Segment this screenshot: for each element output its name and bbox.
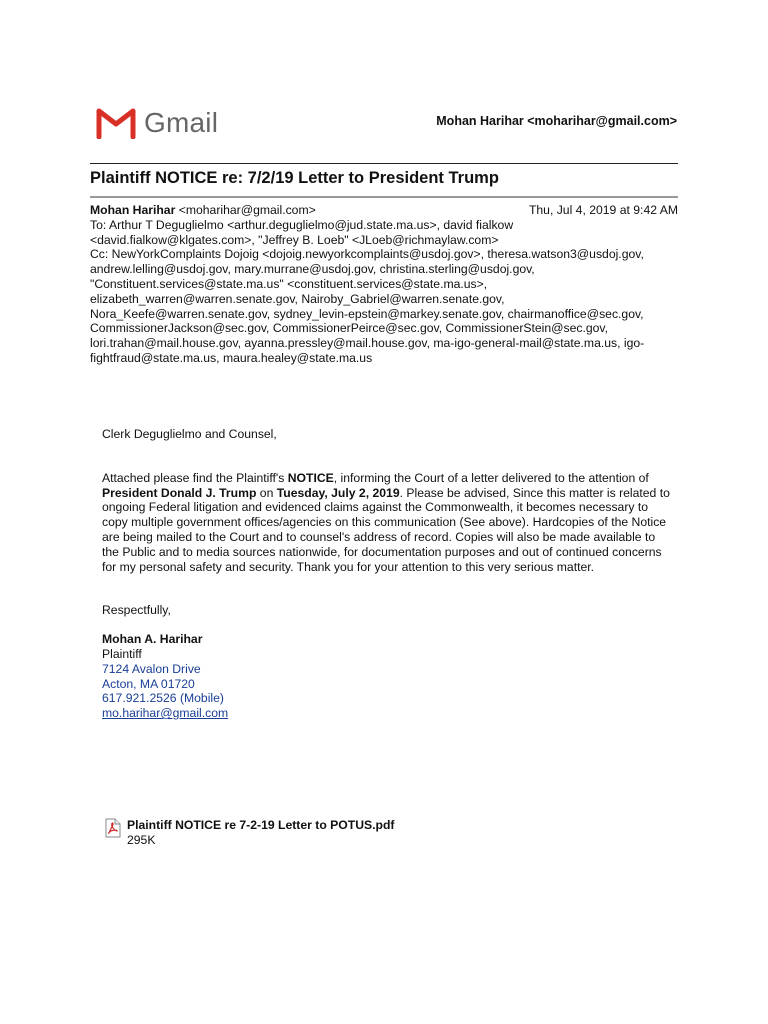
signature-block: [102, 632, 672, 721]
sender-email: <moharihar@gmail.com>: [175, 203, 316, 217]
divider: [90, 196, 678, 198]
signature-email-link[interactable]: mo.harihar@gmail.com: [102, 706, 229, 721]
recipient-line: Cc: NewYorkComplaints Dojoig <dojoig.newyorkcomplaints@usdoj.gov>, theresa.watson3@usdoj.gov,: [90, 247, 644, 262]
divider: [90, 163, 678, 164]
recipient-line: "Constituent.services@state.ma.us" <constituent.services@state.ma.us>,: [90, 276, 488, 291]
recipient-line: elizabeth_warren@warren.senate.gov, Nairoby_Gabriel@warren.senate.gov,: [90, 291, 505, 306]
recipient-line: fightfraud@state.ma.us, maura.healey@state.ma.us: [90, 350, 373, 365]
signature-phone: 617.921.2526 (Mobile): [102, 691, 224, 706]
signature-address-line: Acton, MA 01720: [102, 676, 195, 691]
gmail-envelope-icon: [96, 107, 136, 139]
recipient-line: CommissionerJackson@sec.gov, CommissionerPeirce@sec.gov, CommissionerStein@sec.gov,: [90, 321, 609, 336]
closing: Respectfully,: [102, 603, 171, 618]
date-emphasis: Tuesday, July 2, 2019: [276, 485, 400, 500]
recipient-line: <david.fialkow@klgates.com>, "Jeffrey B. Loeb" <JLoeb@richmaylaw.com>: [90, 232, 499, 247]
recipient-line: To: Arthur T Deguglielmo <arthur.deguglielmo@jud.state.ma.us>, david fialkow: [90, 217, 514, 232]
greeting: Clerk Deguglielmo and Counsel,: [102, 427, 277, 441]
recipient-line: andrew.lelling@usdoj.gov, mary.murrane@usdoj.gov, christina.sterling@usdoj.gov,: [90, 262, 535, 277]
attachment-size: 295K: [127, 832, 156, 847]
president-emphasis: President Donald J. Trump: [102, 485, 257, 500]
account-identity: Mohan Harihar <moharihar@gmail.com>: [436, 114, 677, 128]
recipient-line: lori.trahan@mail.house.gov, ayanna.pressley@mail.house.gov, ma-igo-general-mail@state.ma.us, igo-: [90, 336, 645, 351]
attachment[interactable]: [105, 818, 394, 848]
notice-emphasis: NOTICE: [287, 470, 334, 485]
signature-title: Plaintiff: [102, 646, 142, 661]
message-date: Thu, Jul 4, 2019 at 9:42 AM: [528, 203, 678, 217]
signature-name: Mohan A. Harihar: [102, 632, 203, 647]
attachment-filename[interactable]: Plaintiff NOTICE re 7-2-19 Letter to POTUS.pdf: [127, 818, 395, 832]
pdf-file-icon: [105, 818, 121, 838]
gmail-logo: [96, 106, 218, 140]
body-paragraph: Attached please find the Plaintiff's NOTICE, informing the Court of a letter delivered to the attention of President Donald J. Trump on Tuesday, July 2, 2019. Please be advised, Since this matter is related to ongoing Federal litigation and evidenced claims against the Commonwealth, it becomes necessary to copy multiple government offices/agencies on this communication (See above). Hardcopies of the Notice are being mailed to the Court and to counsel's address of record. Copies will also be made available to the Public and to media sources nationwide, for documentation purposes and out of continued concerns for my personal safety and security. Thank you for your attention to this very serious matter.: [102, 470, 670, 574]
sender-name: Mohan Harihar: [90, 203, 176, 217]
gmail-logo-text: Gmail: [144, 107, 219, 138]
message-body: [102, 427, 672, 721]
message-header: [90, 203, 678, 366]
recipient-line: Nora_Keefe@warren.senate.gov, sydney_levin-epstein@markey.senate.gov, chairmanoffice@sec.gov,: [90, 306, 644, 321]
email-subject: Plaintiff NOTICE re: 7/2/19 Letter to President Trump: [90, 169, 499, 187]
sender: [90, 203, 316, 218]
signature-address-line: 7124 Avalon Drive: [102, 661, 201, 676]
